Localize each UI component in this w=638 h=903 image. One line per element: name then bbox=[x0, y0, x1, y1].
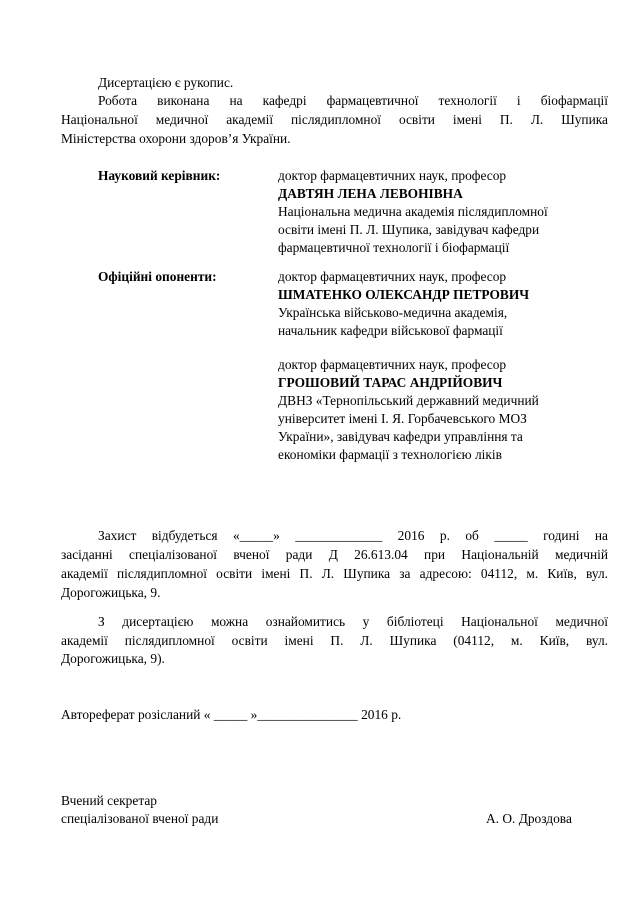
manuscript-note: Дисертацією є рукопис. bbox=[98, 75, 234, 90]
opponent-2-affiliation-1: ДВНЗ «Тернопільський державний медичний bbox=[278, 393, 539, 408]
supervisor-affiliation-3: фармацевтичної технології і біофармації bbox=[278, 240, 510, 255]
supervisor-degree: доктор фармацевтичних наук, професор bbox=[278, 168, 507, 183]
supervisor-label: Науковий керівник: bbox=[98, 168, 221, 183]
abstract-sent-date: Автореферат розісланий « _____ »_______________ 2016 р. bbox=[61, 707, 402, 722]
defense-line-4: Дорогожицька, 9. bbox=[61, 585, 161, 600]
secretary-name: А. О. Дроздова bbox=[486, 811, 572, 826]
opponent-2-affiliation-4: економіки фармації з технологією ліків bbox=[278, 447, 502, 462]
opponents-label: Офіційні опоненти: bbox=[98, 269, 217, 284]
opponent-2-name: ГРОШОВИЙ ТАРАС АНДРІЙОВИЧ bbox=[278, 375, 503, 390]
supervisor-name: ДАВТЯН ЛЕНА ЛЕВОНІВНА bbox=[278, 186, 463, 201]
intro-line-4: Міністерства охорони здоров’я України. bbox=[61, 131, 291, 146]
opponent-2-affiliation-2: університет імені І. Я. Горбачевського МОЗ bbox=[278, 411, 527, 426]
secretary-title-2: спеціалізованої вченої ради bbox=[61, 811, 219, 826]
opponent-1-affiliation-1: Українська військово-медична академія, bbox=[278, 305, 508, 320]
defense-line-2: засіданні спеціалізованої вченої ради Д 26.613.04 при Національній медичній bbox=[61, 547, 608, 562]
opponent-2-degree: доктор фармацевтичних наук, професор bbox=[278, 357, 507, 372]
defense-line-3: академії післядипломної освіти імені П. Л. Шупика за адресою: 04112, м. Київ, вул. bbox=[61, 566, 608, 581]
library-line-2: академії післядипломної освіти імені П. Л. Шупика (04112, м. Київ, вул. bbox=[61, 633, 608, 648]
secretary-title-1: Вчений секретар bbox=[61, 793, 157, 808]
intro-line-3: Національної медичної академії післядипломної освіти імені П. Л. Шупика bbox=[61, 112, 608, 127]
opponent-1-affiliation-2: начальник кафедри військової фармації bbox=[278, 323, 503, 338]
supervisor-affiliation-1: Національна медична академія післядипломної bbox=[278, 204, 548, 219]
library-line-3: Дорогожицька, 9). bbox=[61, 651, 165, 666]
opponent-1-degree: доктор фармацевтичних наук, професор bbox=[278, 269, 507, 284]
opponent-1-name: ШМАТЕНКО ОЛЕКСАНДР ПЕТРОВИЧ bbox=[278, 287, 530, 302]
defense-line-1: Захист відбудеться «_____» _____________ 2016 р. об _____ годині на bbox=[98, 528, 608, 543]
supervisor-affiliation-2: освіти імені П. Л. Шупика, завідувач кафедри bbox=[278, 222, 540, 237]
opponent-2-affiliation-3: України», завідувач кафедри управління та bbox=[278, 429, 523, 444]
intro-line-2: Робота виконана на кафедрі фармацевтичної технології і біофармації bbox=[98, 93, 608, 108]
library-line-1: З дисертацією можна ознайомитись у бібліотеці Національної медичної bbox=[98, 614, 608, 629]
